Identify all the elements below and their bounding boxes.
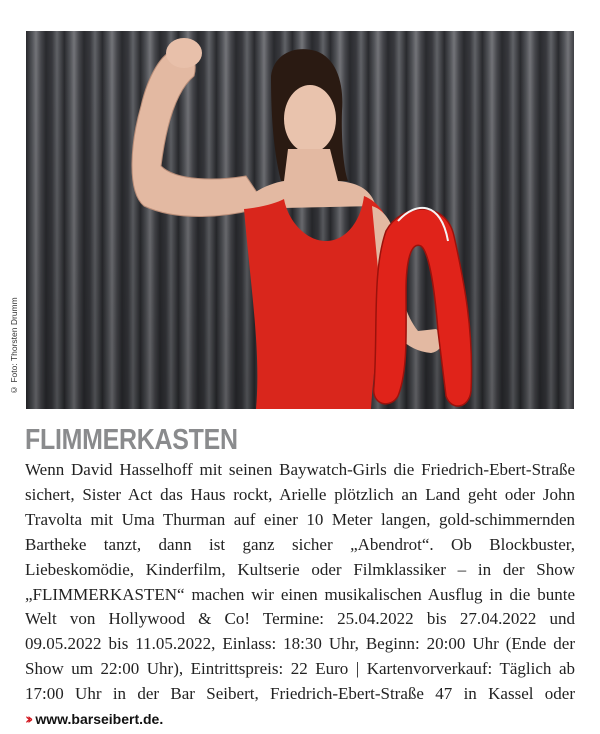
fist <box>166 38 202 68</box>
link-arrow-icon: ›› <box>25 710 30 729</box>
article-photo <box>26 31 574 409</box>
torso-skin <box>236 149 376 209</box>
rescue-buoy <box>374 209 472 406</box>
face <box>284 85 336 153</box>
raised-arm <box>132 49 266 217</box>
article-body <box>25 458 575 732</box>
website-link[interactable]: www.barseibert.de. <box>35 711 164 728</box>
article-body-text: Wenn David Hasselhoff mit seinen Baywatch-Girls die Friedrich-Ebert-Straße sichert, Sister Act das Haus rockt, Arielle plötzlich an Land geht oder John Travolta mit Uma Thurman auf einer 10 Meter langen, gold-schimmernden Bartheke tanzt, dann ist ganz sicher „Abendrot“. Ob Blockbuster, Liebeskomödie, Kinderfilm, Kultserie oder Filmklassiker – in der Show „FLIMMERKASTEN“ machen wir einen musikalischen Ausflug in die bunte Welt von Hollywood & Co! Termine: 25.04.2022 bis 27.04.2022 und 09.05.2022 bis 11.05.2022, Einlass: 18:30 Uhr, Beginn: 20:00 Uhr (Ende der Show um 22:00 Uhr), Eintrittspreis: 22 Euro | Kartenvorverkauf: Täglich ab 17:00 Uhr in der Bar Seibert, Friedrich-Ebert-Straße 47 in Kassel oder <box>25 460 575 704</box>
article-headline: FLIMMERKASTEN <box>25 424 238 456</box>
photo-credit: © Foto: Thorsten Drumm <box>9 297 19 395</box>
swimsuit <box>244 196 390 409</box>
photo-figure <box>26 31 574 409</box>
